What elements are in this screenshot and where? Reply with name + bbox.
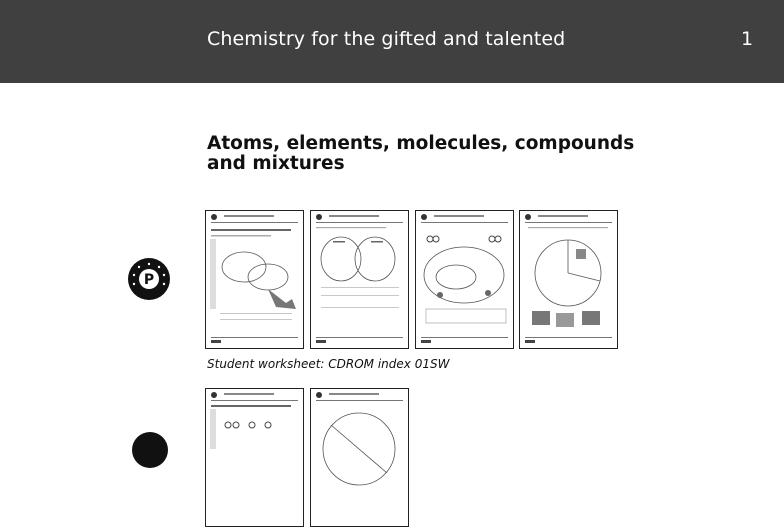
- worksheet-thumbnail: [415, 210, 514, 349]
- worksheet-thumbnail: [310, 388, 409, 527]
- worksheet-thumbnail: [310, 210, 409, 349]
- photocopy-icon: [128, 258, 170, 300]
- page-number: 1: [741, 28, 754, 50]
- svg-text:P: P: [143, 272, 155, 288]
- photocopy-icon: [132, 432, 168, 468]
- worksheet-caption: Student worksheet: CDROM index 01SW: [207, 357, 450, 371]
- page-header: [0, 0, 784, 83]
- header-title: Chemistry for the gifted and talented: [207, 28, 566, 50]
- worksheet-thumbnail: [205, 210, 304, 349]
- worksheet-thumbnail: [519, 210, 618, 349]
- document-title: Atoms, elements, molecules, compounds and mixtures: [207, 133, 635, 174]
- worksheet-thumbnail: [205, 388, 304, 527]
